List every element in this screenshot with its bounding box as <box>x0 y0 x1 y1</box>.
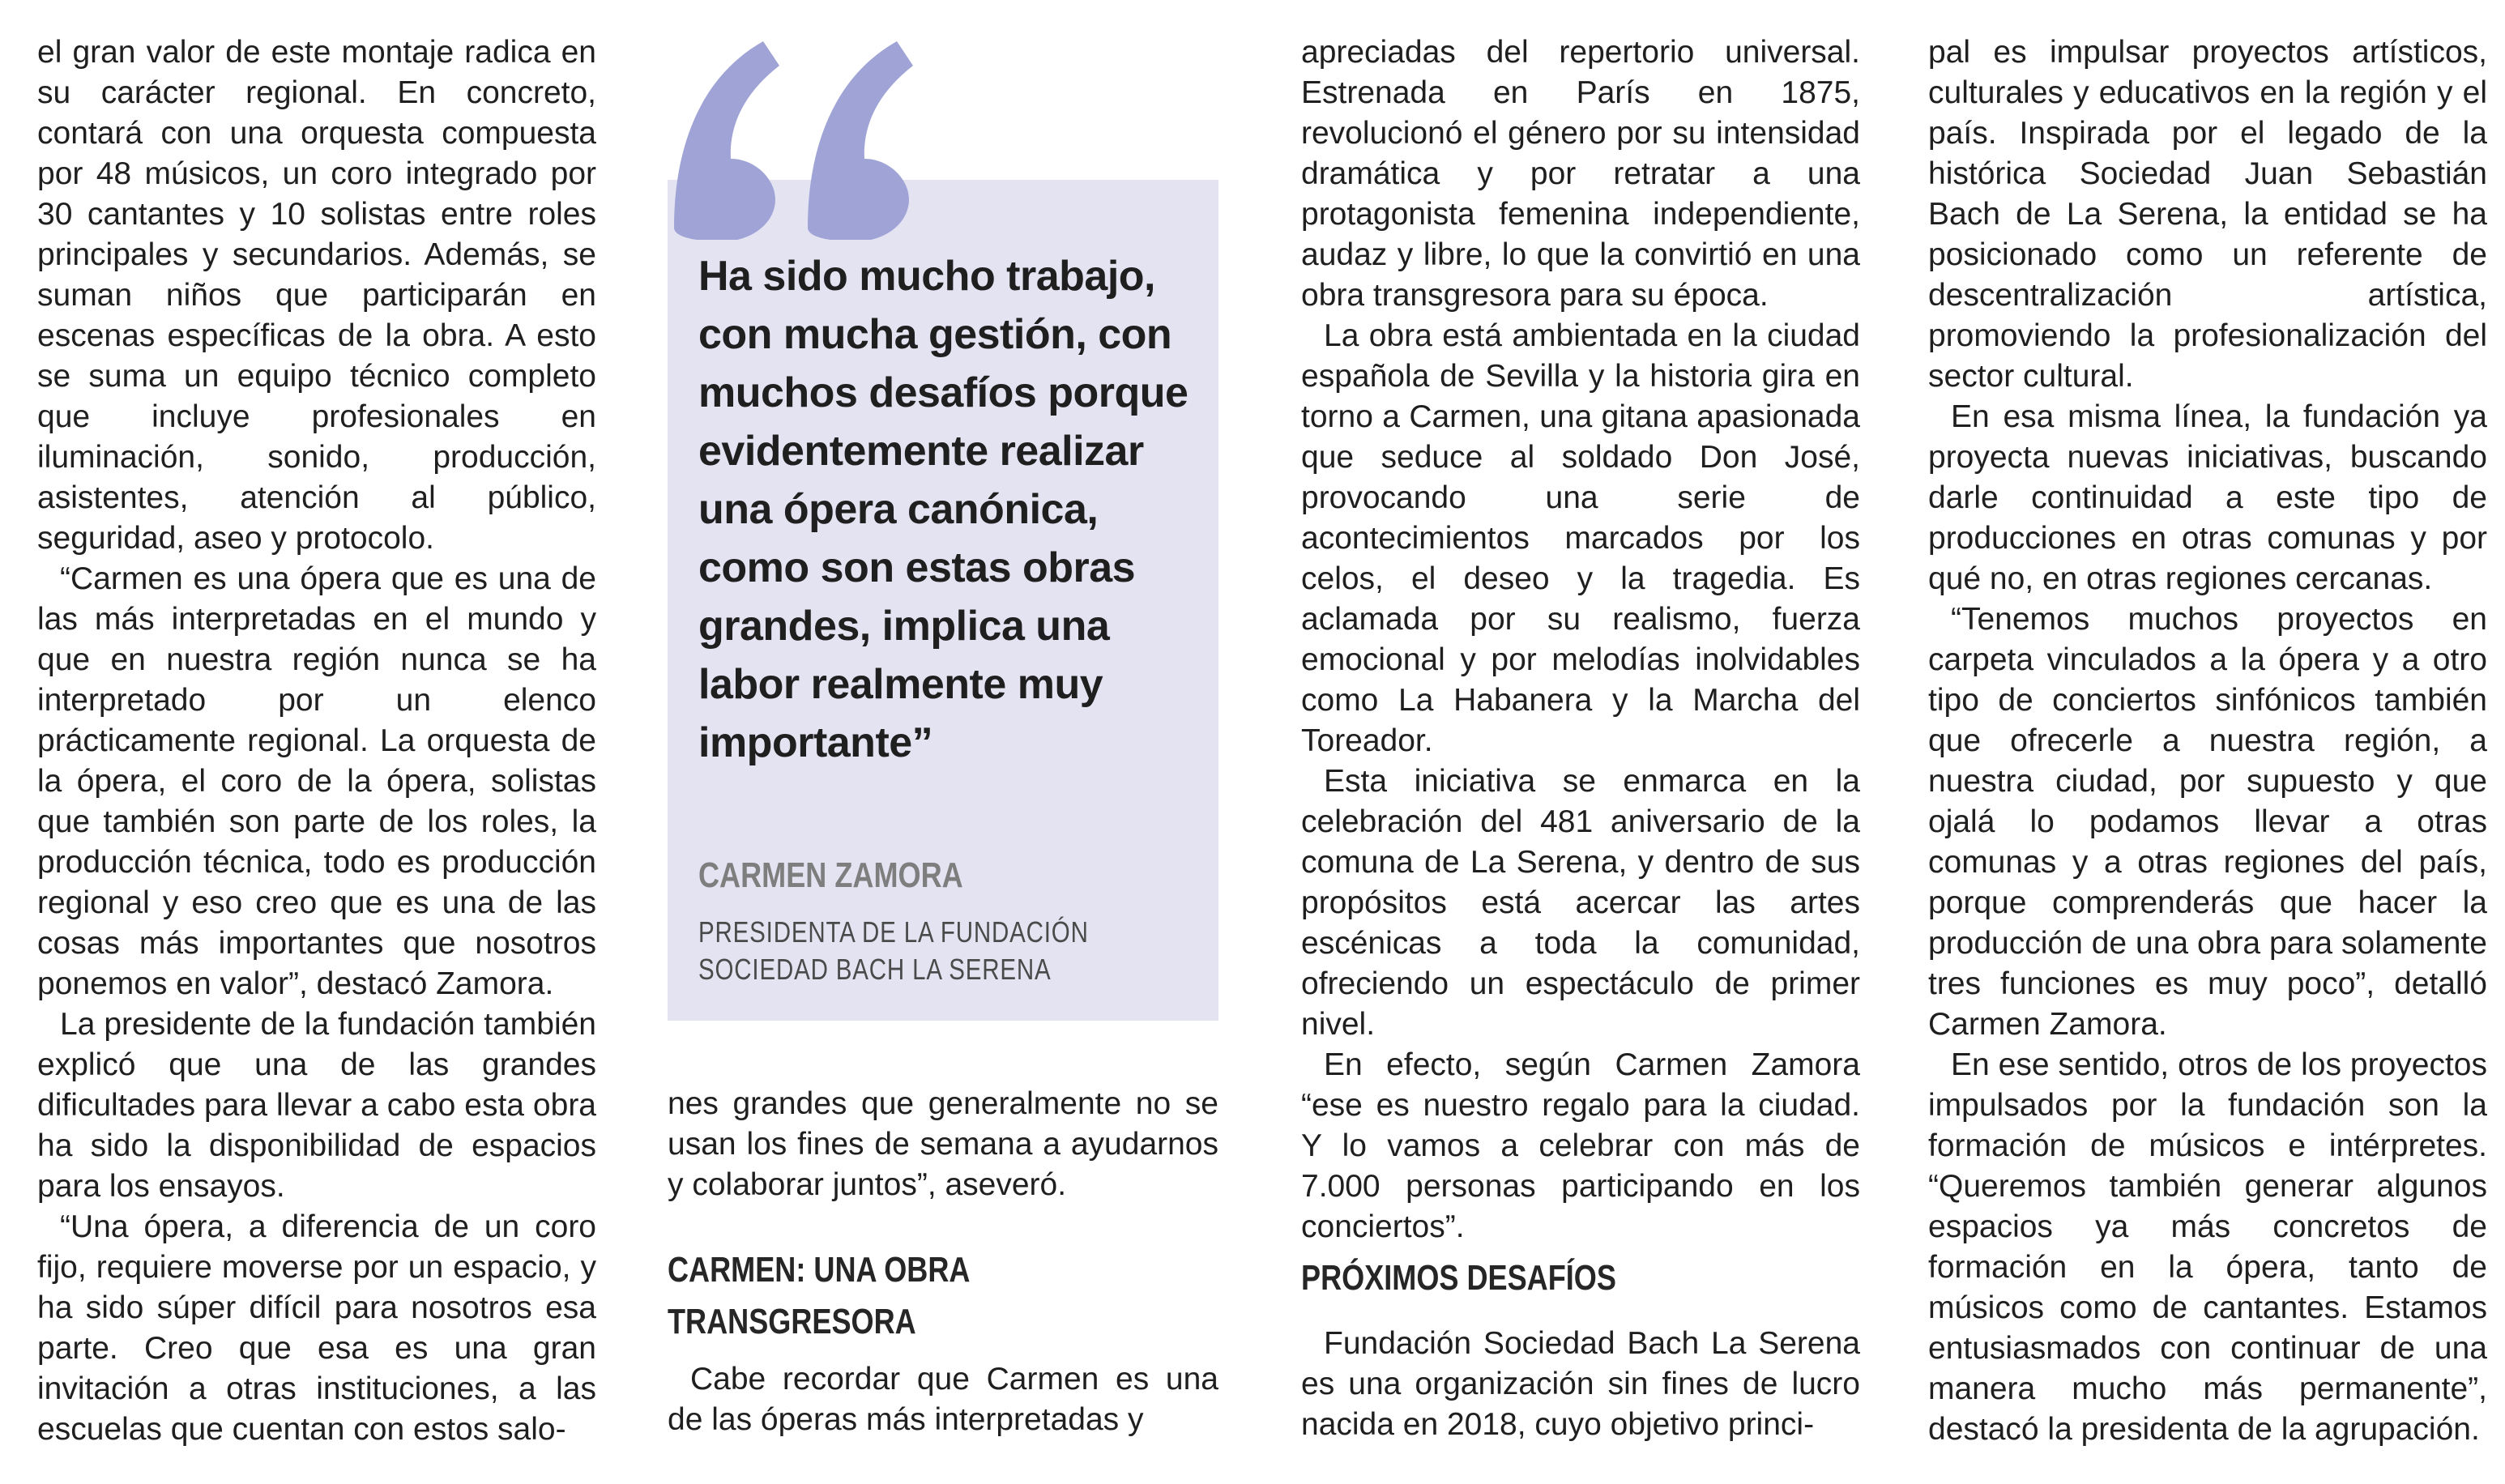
quotation-mark-icon <box>658 29 925 240</box>
body-paragraph: nes grandes que generalmente no se usan los fines de semana a ayudarnos y colaborar juntos”, aseveró. <box>668 1086 1218 1202</box>
body-paragraph: apreciadas del repertorio universal. Estrenada en París en 1875, revolucionó el género por su intensidad dramática y por retratar a una protagonista femenina independiente, audaz y libre, lo que la convirtió en una obra transgresora para su época. <box>1301 35 1860 313</box>
article-column-1 <box>37 32 596 1450</box>
body-paragraph: pal es impulsar proyectos artísticos, culturales y educativos en la región y el país. Inspirada por el legado de la histórica Sociedad Juan Sebastián Bach de La Serena, la entidad se ha posicionado como un referente de descentralización artística, promoviendo la profesionalización del sector cultural. <box>1928 35 2487 394</box>
article-column-4 <box>1928 32 2487 1450</box>
section-heading: CARMEN: UNA OBRA TRANSGRESORA <box>668 1250 970 1341</box>
body-paragraph: Esta iniciativa se enmarca en la celebración del 481 aniversario de la comuna de La Serena, y dentro de sus propósitos está acercar las artes escénicas a toda la comunidad, ofreciendo un espectáculo de primer nivel. <box>1301 764 1860 1042</box>
pullquote-text: Ha sido mucho trabajo, con mucha gestión, con muchos desafíos porque evidentemente realizar una ópera canónica, como son estas obras grandes, implica una labor realmente muy importante” <box>698 253 1188 766</box>
article-column-2 <box>668 1084 1218 1440</box>
pullquote-attribution-role: PRESIDENTA DE LA FUNDACIÓN SOCIEDAD BACH LA SERENA <box>698 915 1089 986</box>
body-paragraph: “Carmen es una ópera que es una de las más interpretadas en el mundo y que en nuestra región nunca se ha interpretado por un elenco prácticamente regional. La orquesta de la ópera, el coro de la ópera, solistas que también son parte de los roles, la producción técnica, todo es producción regional y eso creo que es una de las cosas más importantes que nosotros ponemos en valor”, destacó Zamora. <box>37 561 596 1001</box>
body-paragraph: La presidente de la fundación también explicó que una de las grandes dificultades para llevar a cabo esta obra ha sido la disponibilidad de espacios para los ensayos. <box>37 1007 596 1204</box>
body-paragraph: La obra está ambientada en la ciudad española de Sevilla y la historia gira en torno a Carmen, una gitana apasionada que seduce al soldado Don José, provocando una serie de acontecimientos marcados por los celos, el deseo y la tragedia. Es aclamada por su realismo, fuerza emocional y por melodías inolvidables como La Habanera y la Marcha del Toreador. <box>1301 318 1860 758</box>
body-paragraph: En esa misma línea, la fundación ya proyecta nuevas iniciativas, buscando darle continuidad a este tipo de producciones en otras comunas y por qué no, en otras regiones cercanas. <box>1928 399 2487 596</box>
body-paragraph: el gran valor de este montaje radica en su carácter regional. En concreto, contará con una orquesta compuesta por 48 músicos, un coro integrado por 30 cantantes y 10 solistas entre roles principales y secundarios. Además, se suman niños que participarán en escenas específicas de la obra. A esto se suma un equipo técnico completo que incluye profesionales en iluminación, sonido, producción, asistentes, atención al público, seguridad, aseo y protocolo. <box>37 35 596 556</box>
body-paragraph: “Una ópera, a diferencia de un coro fijo, requiere moverse por un espacio, y ha sido súper difícil para nosotros esa parte. Creo que esa es una gran invitación a otras instituciones, a las escuelas que cuentan con estos salo- <box>37 1209 596 1447</box>
body-paragraph: Fundación Sociedad Bach La Serena es una organización sin fines de lucro nacida en 2018, cuyo objetivo princi- <box>1301 1326 1860 1442</box>
pullquote-attribution-name: CARMEN ZAMORA <box>698 855 963 895</box>
body-paragraph: Cabe recordar que Carmen es una de las óperas más interpretadas y <box>668 1362 1218 1437</box>
body-paragraph: En ese sentido, otros de los proyectos impulsados por la fundación son la formación de músicos e intérpretes. “Queremos también generar algunos espacios ya más concretos de formación en la ópera, tanto de músicos como de cantantes. Estamos entusiasmados con continuar de una manera mucho más permanente”, destacó la presidenta de la agrupación. <box>1928 1047 2487 1447</box>
article-column-3 <box>1301 32 1860 1247</box>
body-paragraph: “Tenemos muchos proyectos en carpeta vinculados a la ópera y a otro tipo de conciertos sinfónicos también que ofrecerle a nuestra región, a nuestra ciudad, por supuesto y que ojalá lo podamos llevar a otras comunas y a otras regiones del país, porque comprenderás que hacer la producción de una obra para solamente tres funciones es muy poco”, detalló Carmen Zamora. <box>1928 602 2487 1042</box>
section-heading: PRÓXIMOS DESAFÍOS <box>1301 1258 1616 1298</box>
body-paragraph: En efecto, según Carmen Zamora “ese es nuestro regalo para la ciudad. Y lo vamos a celebrar con más de 7.000 personas participando en los conciertos”. <box>1301 1047 1860 1244</box>
